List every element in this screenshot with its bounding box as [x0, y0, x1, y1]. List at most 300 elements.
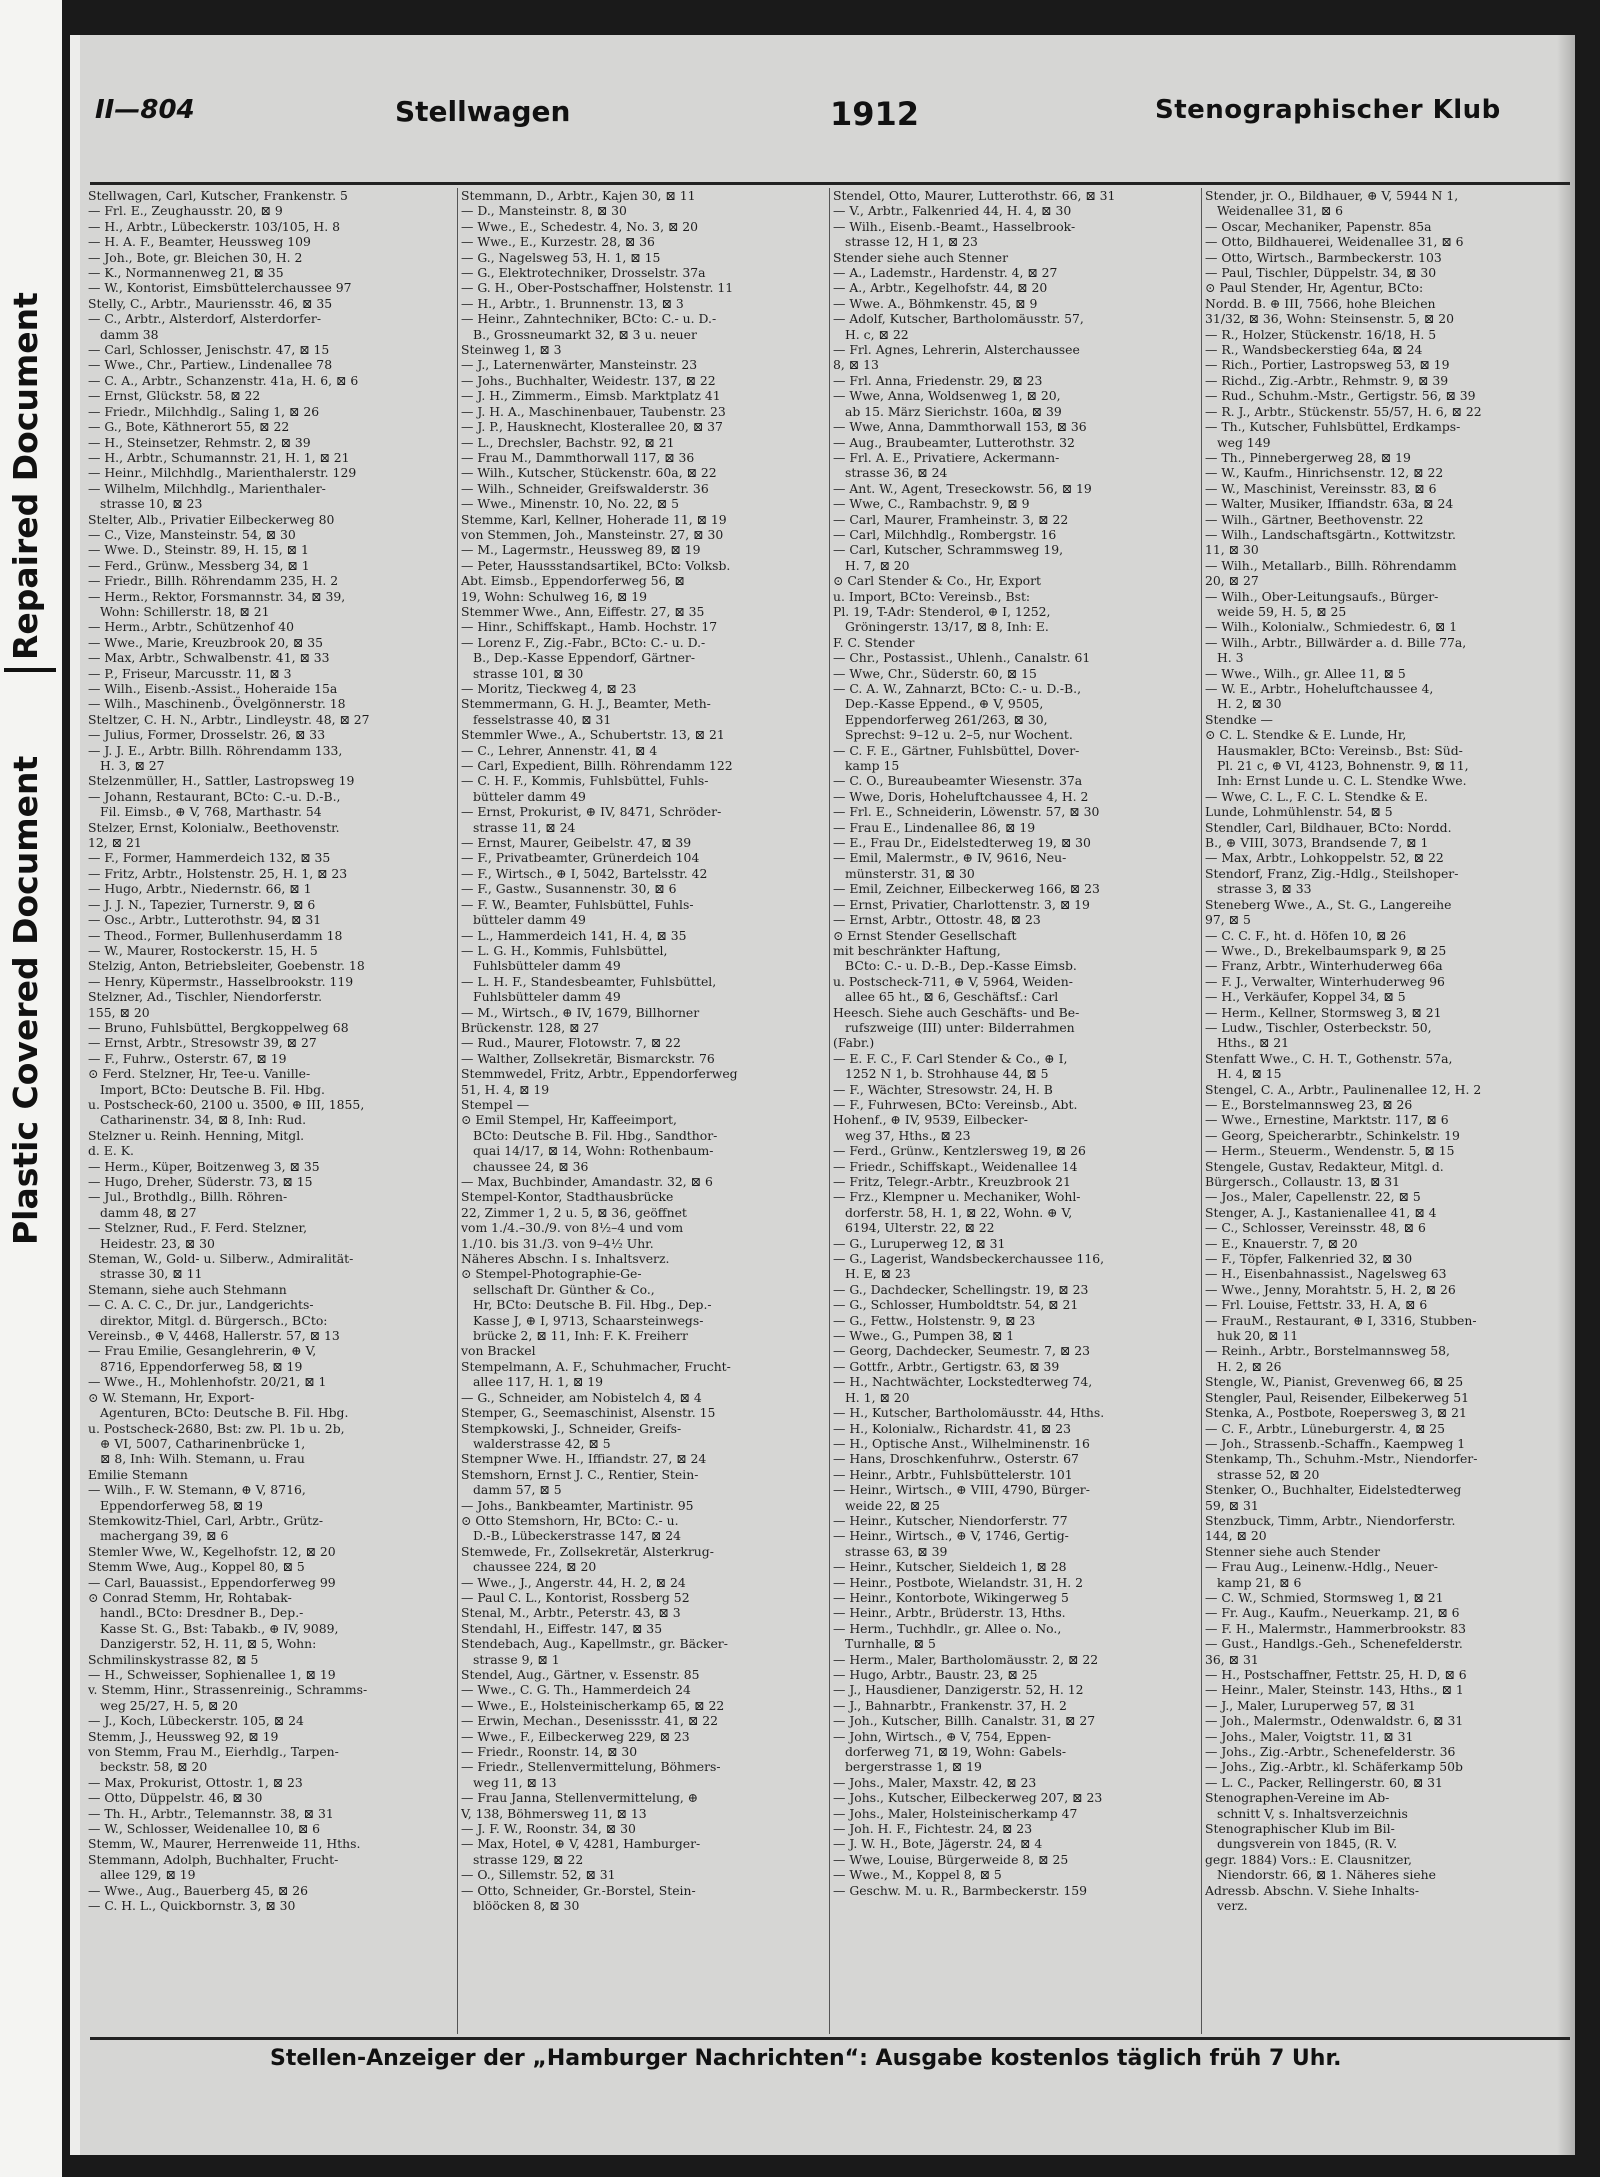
- directory-entry-line: H. 3: [1217, 650, 1244, 666]
- directory-entry-line: bütteler damm 49: [473, 912, 586, 928]
- directory-entry-line: — Gottfr., Arbtr., Gertigstr. 63, ⊠ 39: [833, 1358, 1060, 1374]
- directory-entry-line: — Friedr., Schiffskapt., Weidenallee 14: [833, 1158, 1078, 1174]
- directory-entry-line: — R., Wandsbeckerstieg 64a, ⊠ 24: [1205, 342, 1423, 358]
- directory-entry-line: — Frz., Klempner u. Mechaniker, Wohl-: [833, 1189, 1081, 1205]
- column-3: [833, 188, 1197, 2034]
- directory-entry-line: strasse 12, H 1, ⊠ 23: [845, 234, 978, 250]
- directory-entry-line: — Adolf, Kutscher, Bartholomäusstr. 57,: [833, 311, 1084, 327]
- directory-entry-line: quai 14/17, ⊠ 14, Wohn: Rothenbaum-: [473, 1143, 714, 1159]
- directory-entry-line: Stenger, A. J., Kastanienallee 41, ⊠ 4: [1205, 1204, 1437, 1220]
- spine-divider: [4, 668, 56, 672]
- directory-entry-line: ⊠ 8, Inh: Wilh. Stemann, u. Frau: [100, 1451, 305, 1467]
- directory-entry-line: — Ernst, Privatier, Charlottenstr. 3, ⊠ 19: [833, 896, 1090, 912]
- directory-entry-line: — Herm., Steuerm., Wendenstr. 5, ⊠ 15: [1205, 1143, 1455, 1159]
- directory-entry-line: — Th. H., Arbtr., Telemannstr. 38, ⊠ 31: [88, 1805, 334, 1821]
- directory-entry-line: 59, ⊠ 31: [1205, 1497, 1259, 1513]
- directory-entry-line: — FrauM., Restaurant, ⊕ I, 3316, Stubben-: [1205, 1312, 1477, 1328]
- directory-entry-line: — L. C., Packer, Rellingerstr. 60, ⊠ 31: [1205, 1774, 1443, 1790]
- directory-entry-line: — Wwe, Chr., Süderstr. 60, ⊠ 15: [833, 665, 1037, 681]
- directory-entry-line: — Carl, Bauassist., Eppendorferweg 99: [88, 1574, 336, 1590]
- directory-entry-line: Stemmermann, G. H. J., Beamter, Meth-: [461, 696, 711, 712]
- directory-entry-line: ⊙ Ferd. Stelzner, Hr, Tee-u. Vanille-: [88, 1066, 311, 1082]
- directory-entry-line: ⊙ C. L. Stendke & E. Lunde, Hr,: [1205, 727, 1407, 743]
- directory-entry-line: — Wwe., Ernestine, Marktstr. 117, ⊠ 6: [1205, 1112, 1449, 1128]
- directory-entry-line: — Jul., Brothdlg., Billh. Röhren-: [88, 1189, 288, 1205]
- directory-entry-line: — F., Fuhrwesen, BCto: Vereinsb., Abt.: [833, 1096, 1078, 1112]
- directory-entry-line: — Ludw., Tischler, Osterbeckstr. 50,: [1205, 1019, 1432, 1035]
- directory-entry-line: — Wilh., Ober-Leitungsaufs., Bürger-: [1205, 588, 1439, 604]
- directory-entry-line: Stendke —: [1205, 711, 1273, 727]
- column-2: [461, 188, 825, 2034]
- directory-entry-line: Stenker, O., Buchhalter, Eidelstedterweg: [1205, 1482, 1462, 1498]
- directory-entry-line: — Wilh., Maschinenb., Övelgönnerstr. 18: [88, 696, 346, 712]
- directory-entry-line: — F., Töpfer, Falkenried 32, ⊠ 30: [1205, 1251, 1413, 1267]
- directory-entry-line: — Wwe. D., Steinstr. 89, H. 15, ⊠ 1: [88, 542, 309, 558]
- directory-entry-line: münsterstr. 31, ⊠ 30: [845, 865, 975, 881]
- directory-entry-line: Stemm, J., Heussweg 92, ⊠ 19: [88, 1728, 279, 1744]
- directory-entry-line: dungsverein von 1845, (R. V.: [1217, 1836, 1398, 1852]
- directory-entry-line: — Frl. E., Schneiderin, Löwenstr. 57, ⊠ 30: [833, 804, 1100, 820]
- directory-entry-line: Hausmakler, BCto: Vereinsb., Bst: Süd-: [1217, 742, 1463, 758]
- directory-entry-line: — Fr. Aug., Kaufm., Neuerkamp. 21, ⊠ 6: [1205, 1605, 1460, 1621]
- directory-entry-line: — Frau Janna, Stellenvermittelung, ⊕: [461, 1790, 699, 1806]
- directory-entry-line: — Herm., Rektor, Forsmannstr. 34, ⊠ 39,: [88, 588, 346, 604]
- directory-entry-line: — Wilh., F. W. Stemann, ⊕ V, 8716,: [88, 1482, 306, 1498]
- directory-entry-line: — Heinr., Milchhdlg., Marienthalerstr. 129: [88, 465, 357, 481]
- directory-entry-line: Stendler, Carl, Bildhauer, BCto: Nordd.: [1205, 819, 1452, 835]
- directory-entry-line: — Heinr., Wirtsch., ⊕ V, 1746, Gertig-: [833, 1528, 1069, 1544]
- directory-entry-line: — Herm., Arbtr., Schützenhof 40: [88, 619, 295, 635]
- directory-entry-line: huk 20, ⊠ 11: [1217, 1328, 1299, 1344]
- directory-entry-line: — Joh. H. F., Fichtestr. 24, ⊠ 23: [833, 1821, 1033, 1837]
- directory-entry-line: von Brackel: [461, 1343, 536, 1359]
- directory-entry-line: — Ernst, Prokurist, ⊕ IV, 8471, Schröder-: [461, 804, 722, 820]
- directory-entry-line: fesselstrasse 40, ⊠ 31: [473, 711, 612, 727]
- directory-entry-line: — H., Arbtr., Schumannstr. 21, H. 1, ⊠ 21: [88, 449, 350, 465]
- directory-entry-line: — Heinr., Zahntechniker, BCto: C.- u. D.-: [461, 311, 717, 327]
- directory-entry-line: strasse 9, ⊠ 1: [473, 1651, 560, 1667]
- directory-entry-line: Stenka, A., Postbote, Roepersweg 3, ⊠ 21: [1205, 1405, 1467, 1421]
- directory-entry-line: (Fabr.): [833, 1035, 875, 1051]
- directory-entry-line: — Wwe., D., Brekelbaumspark 9, ⊠ 25: [1205, 942, 1447, 958]
- directory-entry-line: Sprechst: 9–12 u. 2–5, nur Wochent.: [845, 727, 1073, 743]
- directory-entry-line: — R., Holzer, Stückenstr. 16/18, H. 5: [1205, 326, 1437, 342]
- directory-entry-line: 1252 N 1, b. Strohhause 44, ⊠ 5: [845, 1066, 1049, 1082]
- directory-entry-line: strasse 129, ⊠ 22: [473, 1851, 584, 1867]
- directory-entry-line: — Wilh., Kutscher, Stückenstr. 60a, ⊠ 22: [461, 465, 717, 481]
- directory-entry-line: — G., Dachdecker, Schellingstr. 19, ⊠ 23: [833, 1281, 1089, 1297]
- header-rule: [90, 182, 1570, 185]
- directory-entry-line: — C., Vize, Mansteinstr. 54, ⊠ 30: [88, 526, 296, 542]
- directory-entry-line: Stelzig, Anton, Betriebsleiter, Goebenstr. 18: [88, 958, 365, 974]
- directory-entry-line: Hr, BCto: Deutsche B. Fil. Hbg., Dep.-: [473, 1297, 712, 1313]
- directory-entry-line: Kasse J, ⊕ I, 9713, Schaarsteinwegs-: [473, 1312, 704, 1328]
- repaired-document-label: Repaired Document: [6, 292, 45, 660]
- directory-entry-line: Stenkamp, Th., Schuhm.-Mstr., Niendorfer-: [1205, 1451, 1478, 1467]
- directory-entry-line: 36, ⊠ 31: [1205, 1651, 1259, 1667]
- directory-entry-line: — Max, Hotel, ⊕ V, 4281, Hamburger-: [461, 1836, 701, 1852]
- directory-entry-line: — C., Lehrer, Annenstr. 41, ⊠ 4: [461, 742, 658, 758]
- directory-entry-line: Stemann, siehe auch Stehmann: [88, 1281, 287, 1297]
- directory-entry-line: — J. H. A., Maschinenbauer, Taubenstr. 23: [461, 403, 726, 419]
- directory-entry-line: rufszweige (III) unter: Bilderrahmen: [845, 1019, 1075, 1035]
- directory-entry-line: Stellwagen, Carl, Kutscher, Frankenstr. 5: [88, 188, 348, 203]
- directory-entry-line: — W., Kontorist, Eimsbüttelerchaussee 97: [88, 280, 352, 296]
- directory-entry-line: Stender siehe auch Stenner: [833, 249, 1009, 265]
- directory-entry-line: weide 22, ⊠ 25: [845, 1497, 940, 1513]
- directory-entry-line: Stemmwedel, Fritz, Arbtr., Eppendorferweg: [461, 1066, 738, 1082]
- directory-entry-line: — Herm., Kellner, Stormsweg 3, ⊠ 21: [1205, 1004, 1442, 1020]
- directory-entry-line: — Wwe., Wilh., gr. Allee 11, ⊠ 5: [1205, 665, 1406, 681]
- directory-entry-line: — F., Wirtsch., ⊕ I, 5042, Bartelsstr. 42: [461, 865, 708, 881]
- directory-entry-line: — F., Privatbeamter, Grünerdeich 104: [461, 850, 700, 866]
- directory-entry-line: — Frl. Anna, Friedenstr. 29, ⊠ 23: [833, 372, 1043, 388]
- directory-entry-line: — L., Hammerdeich 141, H. 4, ⊠ 35: [461, 927, 687, 943]
- directory-entry-line: Import, BCto: Deutsche B. Fil. Hbg.: [100, 1081, 325, 1097]
- directory-entry-line: Stemm, W., Maurer, Herrenweide 11, Hths.: [88, 1836, 361, 1852]
- directory-entry-line: — C. O., Bureaubeamter Wiesenstr. 37a: [833, 773, 1083, 789]
- directory-entry-line: — Hugo, Arbtr., Baustr. 23, ⊠ 25: [833, 1667, 1038, 1682]
- directory-entry-line: v. Stemm, Hinr., Strassenreinig., Schramms-: [88, 1682, 368, 1698]
- column-divider: [457, 188, 458, 2034]
- directory-entry-line: weide 59, H. 5, ⊠ 25: [1217, 603, 1347, 619]
- directory-entry-line: — Frau E., Lindenallee 86, ⊠ 19: [833, 819, 1036, 835]
- directory-entry-line: damm 57, ⊠ 5: [473, 1482, 562, 1498]
- directory-entry-line: Stenfatt Wwe., C. H. T., Gothenstr. 57a,: [1205, 1050, 1453, 1066]
- directory-entry-line: Stenal, M., Arbtr., Peterstr. 43, ⊠ 3: [461, 1605, 681, 1621]
- directory-entry-line: — V., Arbtr., Falkenried 44, H. 4, ⊠ 30: [833, 203, 1072, 219]
- header-last-entry: Stenographischer Klub: [1155, 95, 1501, 125]
- directory-entry-line: — Erwin, Mechan., Desenissstr. 41, ⊠ 22: [461, 1713, 718, 1729]
- directory-entry-line: — Heinr., Kontorbote, Wikingerweg 5: [833, 1589, 1069, 1605]
- directory-entry-line: Dep.-Kasse Eppend., ⊕ V, 9505,: [845, 696, 1044, 712]
- column-4: [1205, 188, 1571, 2034]
- directory-entry-line: ⊙ Emil Stempel, Hr, Kaffeeimport,: [461, 1112, 677, 1128]
- directory-entry-line: — Ernst, Arbtr., Ottostr. 48, ⊠ 23: [833, 912, 1041, 928]
- directory-entry-line: Stengel, C. A., Arbtr., Paulinenallee 12, H. 2: [1205, 1081, 1482, 1097]
- directory-entry-line: Kasse St. G., Bst: Tabakb., ⊕ IV, 9089,: [100, 1620, 339, 1636]
- directory-entry-line: Stemler Wwe, W., Kegelhofstr. 12, ⊠ 20: [88, 1543, 336, 1559]
- directory-entry-line: — Johs., Maler, Holsteinischerkamp 47: [833, 1805, 1078, 1821]
- directory-entry-line: — Wwe., Aug., Bauerberg 45, ⊠ 26: [88, 1882, 309, 1898]
- directory-entry-line: — Wwe., Marie, Kreuzbrook 20, ⊠ 35: [88, 634, 323, 650]
- directory-entry-line: — Jos., Maler, Capellenstr. 22, ⊠ 5: [1205, 1189, 1421, 1205]
- directory-entry-line: 144, ⊠ 20: [1205, 1528, 1267, 1544]
- directory-entry-line: bütteler damm 49: [473, 788, 586, 804]
- directory-entry-line: — H., Arbtr., 1. Brunnenstr. 13, ⊠ 3: [461, 295, 684, 311]
- directory-entry-line: — H., Optische Anst., Wilhelminenstr. 16: [833, 1435, 1090, 1451]
- directory-entry-line: — Carl, Expedient, Billh. Röhrendamm 122: [461, 758, 733, 774]
- directory-entry-line: Brückenstr. 128, ⊠ 27: [461, 1019, 600, 1035]
- directory-entry-line: BCto: C.- u. D.-B., Dep.-Kasse Eimsb.: [845, 958, 1077, 974]
- directory-entry-line: — F. J., Verwalter, Winterhuderweg 96: [1205, 973, 1445, 989]
- directory-entry-line: machergang 39, ⊠ 6: [100, 1528, 229, 1544]
- directory-entry-line: — Aug., Braubeamter, Lutterothstr. 32: [833, 434, 1075, 450]
- directory-entry-line: bergerstrasse 1, ⊠ 19: [845, 1759, 982, 1775]
- directory-entry-line: allee 129, ⊠ 19: [100, 1867, 196, 1883]
- directory-entry-line: — H., Kolonialw., Richardstr. 41, ⊠ 23: [833, 1420, 1071, 1436]
- directory-entry-line: — Johs., Bankbeamter, Martinistr. 95: [461, 1497, 694, 1513]
- header-first-entry: Stellwagen: [395, 95, 571, 128]
- directory-entry-line: — Herm., Tuchhdlr., gr. Allee o. No.,: [833, 1620, 1062, 1636]
- directory-entry-line: — Carl, Kutscher, Schrammsweg 19,: [833, 542, 1064, 558]
- directory-entry-line: — Friedr., Billh. Röhrendamm 235, H. 2: [88, 573, 339, 589]
- column-divider: [829, 188, 830, 2034]
- directory-entry-line: dorferstr. 58, H. 1, ⊠ 22, Wohn. ⊕ V,: [845, 1204, 1073, 1220]
- directory-entry-line: brücke 2, ⊠ 11, Inh: F. K. Freiherr: [473, 1328, 688, 1344]
- directory-entry-line: Wohn: Schillerstr. 18, ⊠ 21: [100, 603, 270, 619]
- directory-entry-line: — Wwe., C. G. Th., Hammerdeich 24: [461, 1682, 691, 1698]
- directory-entry-line: Catharinenstr. 34, ⊠ 8, Inh: Rud.: [100, 1112, 307, 1128]
- directory-entry-line: Stemper, G., Seemaschinist, Alsenstr. 15: [461, 1405, 716, 1421]
- directory-entry-line: Stender, jr. O., Bildhauer, ⊕ V, 5944 N 1,: [1205, 188, 1459, 203]
- directory-entry-line: — Wwe., E., Kurzestr. 28, ⊠ 36: [461, 234, 655, 250]
- directory-entry-line: — Wilh., Gärtner, Beethovenstr. 22: [1205, 511, 1424, 527]
- directory-entry-line: Stemkowitz-Thiel, Carl, Arbtr., Grütz-: [88, 1512, 324, 1528]
- directory-entry-line: BCto: Deutsche B. Fil. Hbg., Sandthor-: [473, 1127, 718, 1143]
- directory-entry-line: Stendahl, H., Eiffestr. 147, ⊠ 35: [461, 1620, 663, 1636]
- directory-entry-line: — C. A. W., Zahnarzt, BCto: C.- u. D.-B.,: [833, 681, 1082, 696]
- directory-entry-line: — C., Schlosser, Vereinsstr. 48, ⊠ 6: [1205, 1220, 1426, 1236]
- directory-entry-line: Stendebach, Aug., Kapellmstr., gr. Bäcker-: [461, 1636, 728, 1652]
- directory-entry-line: strasse 10, ⊠ 23: [100, 496, 203, 512]
- directory-entry-line: — G., Bote, Käthnerort 55, ⊠ 22: [88, 419, 290, 435]
- directory-entry-line: — Joh., Bote, gr. Bleichen 30, H. 2: [88, 249, 303, 265]
- directory-entry-line: — Johann, Restaurant, BCto: C.-u. D.-B.,: [88, 788, 341, 804]
- directory-entry-line: — W., Kaufm., Hinrichsenstr. 12, ⊠ 22: [1205, 465, 1444, 481]
- directory-entry-line: ⊙ Stempel-Photographie-Ge-: [461, 1266, 642, 1282]
- directory-entry-line: — L. G. H., Kommis, Fuhlsbüttel,: [461, 942, 668, 958]
- directory-entry-line: Pl. 21 c, ⊕ VI, 4123, Bohnenstr. 9, ⊠ 11,: [1217, 758, 1469, 774]
- directory-entry-line: Stemme, Karl, Kellner, Hoherade 11, ⊠ 19: [461, 511, 727, 527]
- directory-entry-line: Eppendorferweg 261/263, ⊠ 30,: [845, 711, 1048, 727]
- directory-entry-line: — H., Kutscher, Bartholomäusstr. 44, Hths.: [833, 1405, 1105, 1421]
- directory-entry-line: H. 4, ⊠ 15: [1217, 1066, 1282, 1082]
- directory-entry-line: — Heinr., Wirtsch., ⊕ VIII, 4790, Bürger-: [833, 1482, 1090, 1498]
- directory-entry-line: chaussee 24, ⊠ 36: [473, 1158, 589, 1174]
- directory-entry-line: — G., Luruperweg 12, ⊠ 31: [833, 1235, 1006, 1251]
- directory-entry-line: B., ⊕ VIII, 3073, Brandsende 7, ⊠ 1: [1205, 835, 1429, 851]
- directory-entry-line: sellschaft Dr. Günther & Co.,: [473, 1281, 655, 1297]
- directory-entry-line: 8716, Eppendorferweg 58, ⊠ 19: [100, 1358, 303, 1374]
- directory-entry-line: — Emil, Zeichner, Eilbeckerweg 166, ⊠ 23: [833, 881, 1100, 897]
- directory-entry-line: — Johs., Zig.-Arbtr., kl. Schäferkamp 50b: [1205, 1759, 1463, 1775]
- directory-entry-line: — R. J., Arbtr., Stückenstr. 55/57, H. 6, ⊠ 22: [1205, 403, 1482, 419]
- directory-entry-line: 6194, Ulterstr. 22, ⊠ 22: [845, 1220, 995, 1236]
- plastic-covered-label: Plastic Covered Document: [6, 755, 45, 1245]
- directory-entry-line: — Georg, Dachdecker, Seumestr. 7, ⊠ 23: [833, 1343, 1090, 1359]
- directory-entry-line: — Wilh., Metallarb., Billh. Röhrendamm: [1205, 557, 1457, 573]
- directory-entry-line: — Wilhelm, Milchhdlg., Marienthaler-: [88, 480, 326, 496]
- directory-entry-line: strasse 3, ⊠ 33: [1217, 881, 1312, 897]
- directory-entry-line: — Friedr., Stellenvermittelung, Böhmers-: [461, 1759, 721, 1775]
- directory-entry-line: D.-B., Lübeckerstrasse 147, ⊠ 24: [473, 1528, 681, 1544]
- directory-entry-line: — Max, Arbtr., Schwalbenstr. 41, ⊠ 33: [88, 650, 330, 666]
- directory-entry-line: — J. J. E., Arbtr. Billh. Röhrendamm 133,: [88, 742, 343, 758]
- directory-entry-line: strasse 11, ⊠ 24: [473, 819, 576, 835]
- directory-entry-line: Stenographischer Klub im Bil-: [1205, 1821, 1395, 1837]
- directory-entry-line: — F., Former, Hammerdeich 132, ⊠ 35: [88, 850, 331, 866]
- directory-entry-line: Fuhlsbütteler damm 49: [473, 989, 621, 1005]
- directory-entry-line: — Julius, Former, Drosselstr. 26, ⊠ 33: [88, 727, 326, 743]
- directory-entry-line: — C. H. L., Quickbornstr. 3, ⊠ 30: [88, 1898, 296, 1914]
- directory-entry-line: — G., Nagelsweg 53, H. 1, ⊠ 15: [461, 249, 661, 265]
- directory-entry-line: Stendel, Aug., Gärtner, v. Essenstr. 85: [461, 1667, 700, 1682]
- directory-entry-line: Emilie Stemann: [88, 1466, 188, 1482]
- directory-entry-line: — Joh., Malermstr., Odenwaldstr. 6, ⊠ 31: [1205, 1713, 1464, 1729]
- directory-entry-line: Stemshorn, Ernst J. C., Rentier, Stein-: [461, 1466, 699, 1482]
- directory-entry-line: — Carl, Milchhdlg., Rombergstr. 16: [833, 526, 1057, 542]
- directory-entry-line: 22, Zimmer 1, 2 u. 5, ⊠ 36, geöffnet: [461, 1204, 687, 1220]
- directory-entry-line: H. 7, ⊠ 20: [845, 557, 910, 573]
- directory-entry-line: — Johs., Maler, Voigtstr. 11, ⊠ 31: [1205, 1728, 1414, 1744]
- directory-entry-line: — Heinr., Kutscher, Niendorferstr. 77: [833, 1512, 1068, 1528]
- directory-entry-line: — Frau M., Dammthorwall 117, ⊠ 36: [461, 449, 695, 465]
- directory-entry-line: — Carl, Schlosser, Jenischstr. 47, ⊠ 15: [88, 342, 330, 358]
- directory-entry-line: von Stemm, Frau M., Eierhdlg., Tarpen-: [88, 1744, 339, 1760]
- directory-entry-line: — G., Fettw., Holstenstr. 9, ⊠ 23: [833, 1312, 1036, 1328]
- directory-entry-line: Stengler, Paul, Reisender, Eilbekerweg 51: [1205, 1389, 1470, 1405]
- directory-entry-line: Stengle, W., Pianist, Grevenweg 66, ⊠ 25: [1205, 1374, 1464, 1390]
- directory-entry-line: — Wwe., H., Mohlenhofstr. 20/21, ⊠ 1: [88, 1374, 327, 1390]
- directory-entry-line: — Frau Emilie, Gesanglehrerin, ⊕ V,: [88, 1343, 317, 1359]
- directory-entry-line: — Chr., Postassist., Uhlenh., Canalstr. 61: [833, 650, 1091, 666]
- directory-entry-line: Stelter, Alb., Privatier Eilbeckerweg 80: [88, 511, 335, 527]
- directory-entry-line: — J., Maler, Luruperweg 57, ⊠ 31: [1205, 1697, 1416, 1713]
- directory-entry-line: Steltzer, C. H. N., Arbtr., Lindleystr. 48, ⊠ 27: [88, 711, 370, 727]
- directory-entry-line: — Stelzner, Rud., F. Ferd. Stelzner,: [88, 1220, 308, 1236]
- directory-entry-line: — Franz, Arbtr., Winterhuderweg 66a: [1205, 958, 1443, 974]
- directory-entry-line: Stemwede, Fr., Zollsekretär, Alsterkrug-: [461, 1543, 714, 1559]
- directory-entry-line: — H., Eisenbahnassist., Nagelsweg 63: [1205, 1266, 1447, 1282]
- directory-entry-line: — K., Normannenweg 21, ⊠ 35: [88, 265, 284, 281]
- directory-entry-line: — C., Arbtr., Alsterdorf, Alsterdorfer-: [88, 311, 322, 327]
- directory-entry-line: beckstr. 58, ⊠ 20: [100, 1759, 208, 1775]
- directory-entry-line: 11, ⊠ 30: [1205, 542, 1259, 558]
- directory-entry-line: B., Grossneumarkt 32, ⊠ 3 u. neuer: [473, 326, 697, 342]
- directory-entry-line: — H. A. F., Beamter, Heussweg 109: [88, 234, 311, 250]
- directory-entry-line: — L. H. F., Standesbeamter, Fuhlsbüttel,: [461, 973, 717, 989]
- directory-entry-line: — Heinr., Postbote, Wielandstr. 31, H. 2: [833, 1574, 1084, 1590]
- directory-entry-line: — E., Frau Dr., Eidelstedterweg 19, ⊠ 30: [833, 835, 1091, 851]
- directory-entry-line: handl., BCto: Dresdner B., Dep.-: [100, 1605, 304, 1621]
- directory-entry-line: Stemmann, D., Arbtr., Kajen 30, ⊠ 11: [461, 188, 696, 203]
- directory-entry-line: Fuhlsbütteler damm 49: [473, 958, 621, 974]
- directory-entry-line: Agenturen, BCto: Deutsche B. Fil. Hbg.: [100, 1405, 349, 1421]
- column-divider: [1201, 188, 1202, 2034]
- footer-rule: [90, 2037, 1570, 2040]
- directory-entry-line: — Frl. A. E., Privatiere, Ackermann-: [833, 449, 1060, 465]
- directory-entry-line: — G., Lagerist, Wandsbeckerchaussee 116,: [833, 1251, 1105, 1267]
- directory-entry-line: — Osc., Arbtr., Lutterothstr. 94, ⊠ 31: [88, 912, 322, 928]
- directory-entry-line: Abt. Eimsb., Eppendorferweg 56, ⊠: [461, 573, 685, 589]
- directory-entry-line: H. 3, ⊠ 27: [100, 758, 165, 774]
- directory-entry-line: H. 1, ⊠ 20: [845, 1389, 910, 1405]
- directory-entry-line: — Wwe., J., Angerstr. 44, H. 2, ⊠ 24: [461, 1574, 686, 1590]
- directory-entry-line: — Hugo, Arbtr., Niedernstr. 66, ⊠ 1: [88, 881, 312, 897]
- directory-entry-line: — H., Schweisser, Sophienallee 1, ⊠ 19: [88, 1667, 336, 1682]
- directory-entry-line: — P., Friseur, Marcusstr. 11, ⊠ 3: [88, 665, 292, 681]
- directory-entry-line: — Th., Pinnebergerweg 28, ⊠ 19: [1205, 449, 1411, 465]
- directory-entry-line: strasse 63, ⊠ 39: [845, 1543, 948, 1559]
- directory-entry-line: — A., Lademstr., Hardenstr. 4, ⊠ 27: [833, 265, 1058, 281]
- directory-entry-line: — G., Elektrotechniker, Drosselstr. 37a: [461, 265, 706, 281]
- directory-entry-line: Lunde, Lohmühlenstr. 54, ⊠ 5: [1205, 804, 1393, 820]
- directory-entry-line: — Frl. Louise, Fettstr. 33, H. A, ⊠ 6: [1205, 1297, 1428, 1313]
- directory-entry-line: 19, Wohn: Schulweg 16, ⊠ 19: [461, 588, 647, 604]
- directory-entry-line: Nordd. B. ⊕ III, 7566, hohe Bleichen: [1205, 295, 1436, 311]
- directory-entry-line: Danzigerstr. 52, H. 11, ⊠ 5, Wohn:: [100, 1636, 317, 1652]
- directory-entry-line: — G., Schlosser, Humboldtstr. 54, ⊠ 21: [833, 1297, 1079, 1313]
- directory-entry-line: — Peter, Haussstandsartikel, BCto: Volksb.: [461, 557, 731, 573]
- directory-entry-line: — Wwe. A., Böhmkenstr. 45, ⊠ 9: [833, 295, 1038, 311]
- directory-entry-line: 1./10. bis 31./3. von 9–4½ Uhr.: [461, 1235, 654, 1251]
- directory-entry-line: strasse 101, ⊠ 30: [473, 665, 584, 681]
- directory-entry-line: — Wwe, Louise, Bürgerweide 8, ⊠ 25: [833, 1851, 1069, 1867]
- directory-entry-line: — J. P., Hausknecht, Klosterallee 20, ⊠ 37: [461, 419, 723, 435]
- directory-entry-line: schnitt V, s. Inhaltsverzeichnis: [1217, 1805, 1408, 1821]
- directory-entry-line: — Friedr., Milchhdlg., Saling 1, ⊠ 26: [88, 403, 320, 419]
- directory-entry-line: 97, ⊠ 5: [1205, 912, 1251, 928]
- directory-entry-line: ab 15. März Sierichstr. 160a, ⊠ 39: [845, 403, 1062, 419]
- directory-entry-line: Schmilinskystrasse 82, ⊠ 5: [88, 1651, 259, 1667]
- directory-entry-line: u. Postscheck-711, ⊕ V, 5964, Weiden-: [833, 973, 1073, 989]
- directory-entry-line: Weidenallee 31, ⊠ 6: [1217, 203, 1344, 219]
- page-number: II—804: [95, 95, 195, 125]
- directory-entry-line: strasse 52, ⊠ 20: [1217, 1466, 1320, 1482]
- directory-entry-line: — Gust., Handlgs.-Geh., Schenefelderstr.: [1205, 1636, 1463, 1652]
- directory-entry-line: direktor, Mitgl. d. Bürgersch., BCto:: [100, 1312, 328, 1328]
- directory-entry-line: H. c, ⊠ 22: [845, 326, 909, 342]
- directory-entry-line: ⊙ Otto Stemshorn, Hr, BCto: C.- u.: [461, 1512, 679, 1528]
- directory-entry-line: — Otto, Düppelstr. 46, ⊠ 30: [88, 1790, 263, 1806]
- directory-entry-line: Hths., ⊠ 21: [1217, 1035, 1290, 1051]
- directory-entry-line: Stelzenmüller, H., Sattler, Lastropsweg 19: [88, 773, 355, 789]
- directory-entry-line: — Friedr., Roonstr. 14, ⊠ 30: [461, 1744, 638, 1760]
- directory-entry-line: — E. F. C., F. Carl Stender & Co., ⊕ I,: [833, 1050, 1068, 1066]
- directory-entry-line: Gröningerstr. 13/17, ⊠ 8, Inh: E.: [845, 619, 1049, 635]
- directory-entry-line: — C. H. F., Kommis, Fuhlsbüttel, Fuhls-: [461, 773, 709, 789]
- directory-entry-line: 155, ⊠ 20: [88, 1004, 150, 1020]
- directory-entry-line: — W., Schlosser, Weidenallee 10, ⊠ 6: [88, 1821, 321, 1837]
- header-year: 1912: [830, 95, 920, 133]
- directory-entry-line: — Reinh., Arbtr., Borstelmannsweg 58,: [1205, 1343, 1450, 1359]
- directory-entry-line: — Emil, Malermstr., ⊕ IV, 9616, Neu-: [833, 850, 1067, 866]
- directory-entry-line: — Wwe., Minenstr. 10, No. 22, ⊠ 5: [461, 496, 679, 512]
- directory-entry-line: — Lorenz F., Zig.-Fabr., BCto: C.- u. D.-: [461, 634, 706, 650]
- directory-entry-line: — Joh., Strassenb.-Schaffn., Kaempweg 1: [1205, 1435, 1466, 1451]
- directory-entry-line: vom 1./4.–30./9. von 8½–4 und vom: [461, 1220, 684, 1236]
- directory-entry-line: Stempelmann, A. F., Schuhmacher, Frucht-: [461, 1358, 731, 1374]
- directory-entry-line: Stemmler Wwe., A., Schubertstr. 13, ⊠ 21: [461, 727, 725, 743]
- directory-entry-line: — H., Postschaffner, Fettstr. 25, H. D, ⊠ 6: [1205, 1667, 1467, 1682]
- directory-entry-line: — Wwe., M., Koppel 8, ⊠ 5: [833, 1867, 1002, 1883]
- directory-entry-line: Stenzbuck, Timm, Arbtr., Niendorferstr.: [1205, 1512, 1456, 1528]
- directory-entry-line: — Wwe., G., Pumpen 38, ⊠ 1: [833, 1328, 1015, 1344]
- directory-entry-line: — G., Schneider, am Nobistelch 4, ⊠ 4: [461, 1389, 702, 1405]
- directory-entry-line: 12, ⊠ 21: [88, 835, 142, 851]
- directory-entry-line: strasse 30, ⊠ 11: [100, 1266, 203, 1282]
- directory-entry-line: — Wwe., E., Holsteinischerkamp 65, ⊠ 22: [461, 1697, 725, 1713]
- directory-entry-line: — J. H., Zimmerm., Eimsb. Marktplatz 41: [461, 388, 721, 404]
- directory-entry-line: — Johs., Zig.-Arbtr., Schenefelderstr. 36: [1205, 1744, 1456, 1760]
- directory-entry-line: Stelzner, Ad., Tischler, Niendorferstr.: [88, 989, 323, 1005]
- directory-entry-line: u. Postscheck-2680, Bst: zw. Pl. 1b u. 2b,: [88, 1420, 345, 1436]
- directory-entry-line: Stendel, Otto, Maurer, Lutterothstr. 66, ⊠ 31: [833, 188, 1116, 203]
- directory-entry-line: — H., Nachtwächter, Lockstedterweg 74,: [833, 1374, 1093, 1390]
- directory-entry-line: — Johs., Maler, Maxstr. 42, ⊠ 23: [833, 1774, 1037, 1790]
- directory-entry-line: — Otto, Schneider, Gr.-Borstel, Stein-: [461, 1882, 696, 1898]
